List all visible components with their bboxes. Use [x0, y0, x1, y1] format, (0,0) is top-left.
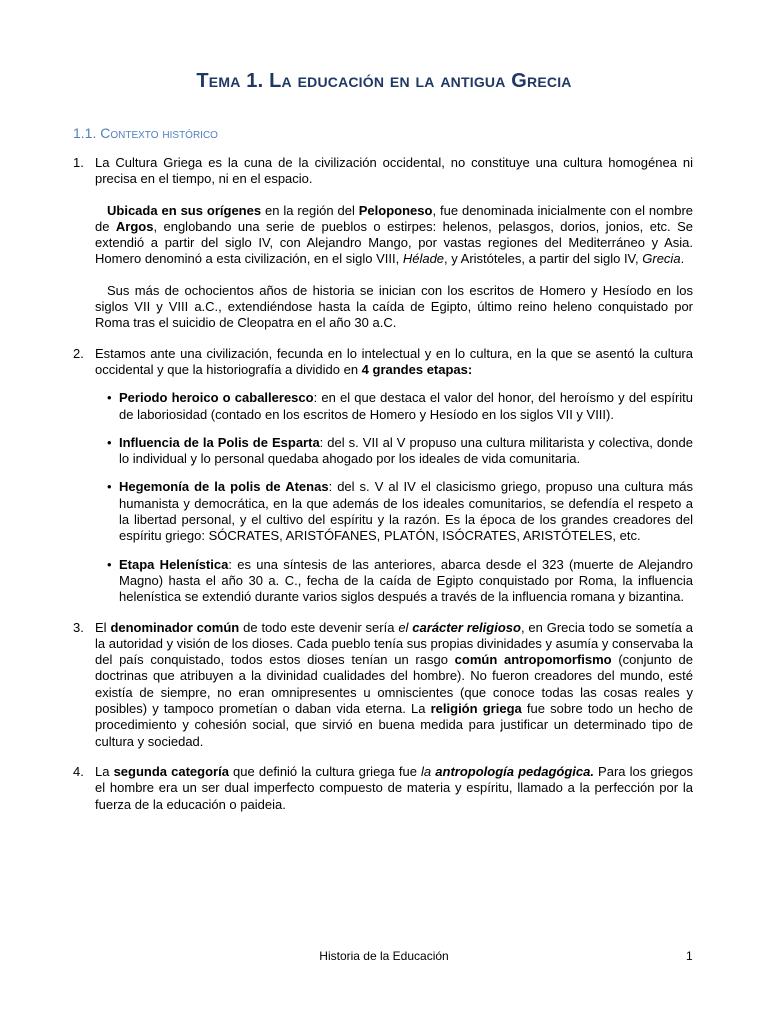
bold-text: Argos	[115, 218, 154, 234]
italic-text: Hélade	[402, 251, 445, 267]
text: en la región del	[261, 202, 359, 218]
page-number: 1	[686, 949, 693, 963]
item-number: 4.	[73, 763, 84, 779]
italic-text: Grecia	[642, 251, 681, 267]
bold-text: denominador común	[110, 619, 240, 635]
list-item-4	[73, 764, 693, 813]
bold-text: Influencia de la Polis de Esparta	[119, 434, 320, 450]
text: : es una síntesis de las anteriores, abarca desde el 323 (muerte de Alejandro Magno) hasta el año 30 a. C., fecha de la caída de Egipto conquistado por Roma, la influencia helenística se extendió durante varios siglos después a través de la influencia romana y bizantina.	[119, 556, 693, 605]
bold-italic-text: antropología pedagógica.	[435, 763, 594, 779]
bullet-item	[105, 390, 693, 423]
bullet-icon: •	[107, 556, 112, 572]
text: El	[95, 619, 111, 635]
bold-text: segunda categoría	[113, 763, 229, 779]
bold-text: Ubicada en sus orígenes	[107, 202, 262, 218]
bullet-item	[105, 479, 693, 544]
text: de todo este devenir sería	[239, 619, 399, 635]
item-number: 2.	[73, 345, 84, 361]
text: : del s. VII al V propuso una cultura militarista y colectiva, donde lo individual y lo personal quedaba ahogado por los ideales de vida comunitaria.	[119, 434, 693, 467]
text: (conjunto de doctrinas que atribuyen a la divinidad cualidades del hombre). No fueron creadores del mundo, esté existía de siempre, no eran omnipresentes u omniscientes (que conoce todas las cosas reales y posibles) y tampoco prometían o daban vida eterna. La	[95, 652, 693, 717]
bold-text: Etapa Helenística	[119, 556, 229, 572]
text: , englobando una serie de pueblos o estirpes: helenos, pelasgos, dorios, jonios, etc. Se extendió a partir del siglo IV, con Alejandro Mango, por vastas regiones del Mediterráneo y Asia. Homero denominó a esta civilización, en el siglo VIII,	[95, 218, 693, 267]
text: .	[680, 251, 685, 267]
text: : en el que destaca el valor del honor, del heroísmo y del espíritu de laboriosidad (contado en los escritos de Homero y Hesíodo en los siglos VII y VIII).	[119, 390, 693, 422]
item-number: 1.	[73, 155, 84, 170]
paragraph	[95, 346, 693, 379]
document-title: Tema 1. La educación en la antigua Grecia	[196, 70, 572, 92]
text: , fue denominada inicialmente con el nombre de	[95, 202, 694, 234]
text: : del s. V al IV el clasicismo griego, propuso una cultura más humanista y democrática, en la que además de los ideales comunitarios, se defendía el respeto a la libertad personal, y el cultivo del espíritu y la razón. Es la época de los grandes creadores del espíritu griego: SÓCRATES, ARISTÓFANES, PLATÓN, ISÓCRATES, ARISTÓTELES, etc.	[119, 479, 694, 544]
section-heading: 1.1. Contexto histórico	[73, 125, 218, 141]
bullet-icon: •	[107, 479, 112, 495]
bullet-list	[95, 390, 693, 605]
bold-text: religión griega	[430, 701, 522, 717]
text: Para los griegos el hombre era un ser dual imperfecto compuesto de materia y espíritu, llamado a la perfección por la fuerza de la educación o paideia.	[95, 763, 693, 812]
bold-text: 4 grandes etapas:	[361, 361, 473, 377]
italic-text: la	[421, 763, 436, 779]
bold-text: Peloponeso	[358, 202, 433, 218]
bullet-item	[105, 557, 693, 606]
italic-text: el	[398, 619, 413, 635]
paragraph: La Cultura Griega es la cuna de la civilización occidental, no constituye una cultura homogénea ni precisa en el tiempo, ni en el espacio.	[95, 155, 693, 187]
list-item-2	[73, 346, 693, 606]
item-number: 3.	[73, 619, 84, 635]
text: fue sobre todo un hecho de procedimiento y cohesión social, que sirvió en buena medida para justificar un determinado tipo de cultura y sociedad.	[95, 701, 693, 749]
list-item-1	[73, 155, 693, 332]
text: Estamos ante una civilización, fecunda en lo intelectual y en lo cultura, en la que se asentó la cultura occidental y que la historiografía a dividido en	[95, 345, 693, 377]
bullet-icon: •	[107, 434, 112, 450]
paragraph	[95, 764, 693, 813]
bold-text: Hegemonía de la polis de Atenas	[119, 479, 329, 495]
bold-text: común antropomorfismo	[454, 652, 612, 668]
bold-text: Periodo heroico o caballeresco	[119, 390, 314, 406]
text: que definió la cultura griega fue	[228, 763, 422, 779]
text: , en Grecia todo se sometía a la autoridad y visión de los dioses. Cada pueblo tenía sus propias divinidades y asumía y conservaba la del país conquistado, todos estos dioses tenían un rasgo	[95, 619, 693, 668]
footer-title: Historia de la Educación	[319, 949, 449, 963]
paragraph	[95, 620, 693, 750]
bullet-icon: •	[107, 390, 112, 406]
bold-italic-text: carácter religioso	[412, 619, 521, 635]
paragraph	[95, 203, 693, 268]
text: La	[95, 763, 114, 779]
text: , y Aristóteles, a partir del siglo IV,	[444, 251, 643, 267]
bullet-item	[105, 435, 693, 468]
document-body	[73, 155, 693, 827]
list-item-3	[73, 620, 693, 750]
paragraph: Sus más de ochocientos años de historia se inician con los escritos de Homero y Hesíodo en los siglos VII y VIII a.C., extendiéndose hasta la caída de Egipto, último reino heleno conquistado por Roma tras el suicidio de Cleopatra en el año 30 a.C.	[95, 282, 693, 331]
